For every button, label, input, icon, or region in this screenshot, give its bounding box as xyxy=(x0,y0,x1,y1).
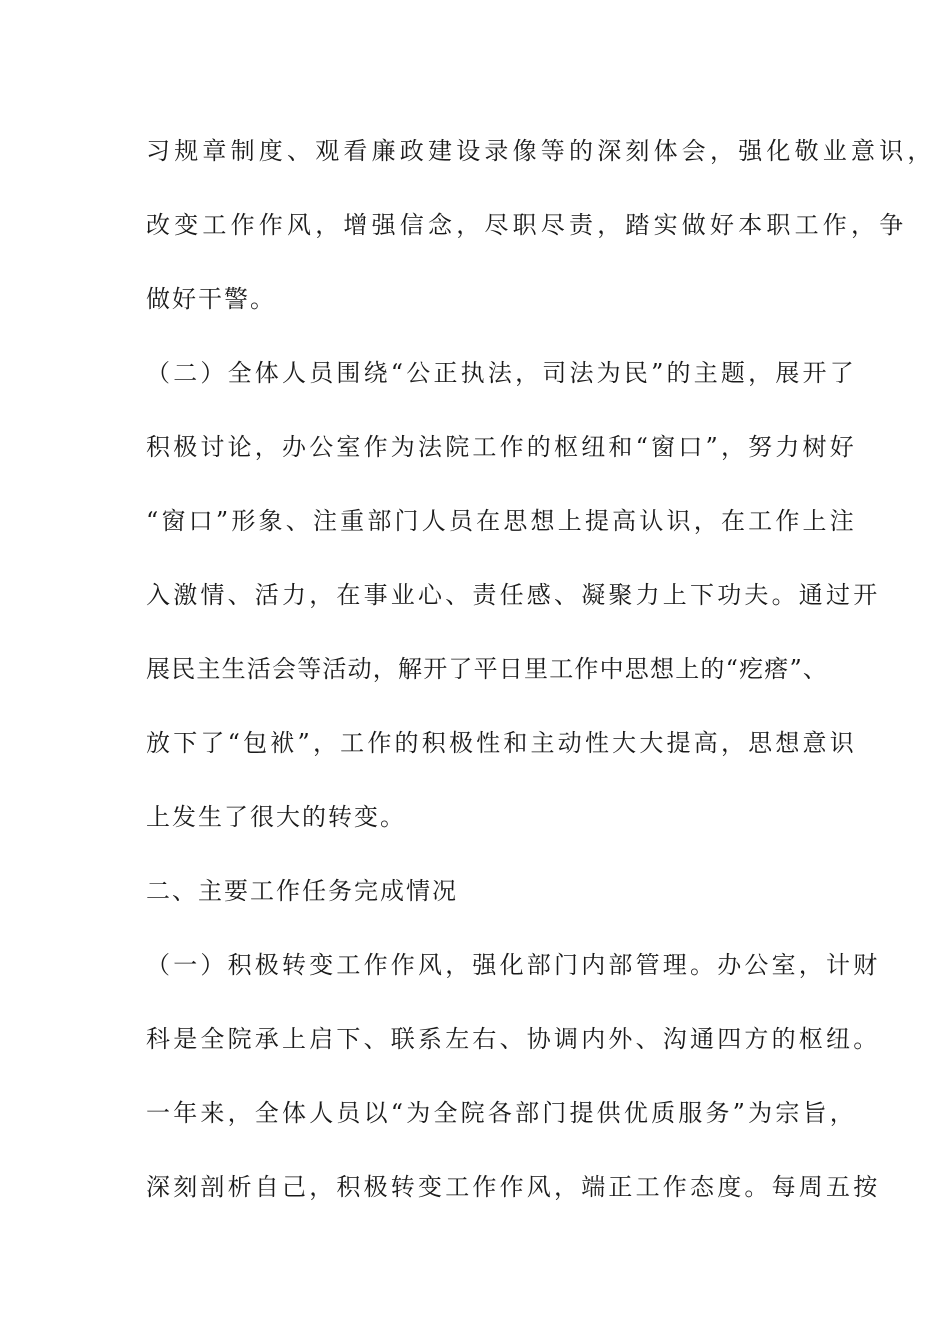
text-line: 深刻剖析自己，积极转变工作作风，端正工作态度。每周五按 xyxy=(146,1173,881,1201)
section-heading: （一）积极转变工作作风，强化部门内部管理。办公室，计财 xyxy=(146,951,881,979)
text-line: 改变工作作风，增强信念，尽职尽责，踏实做好本职工作，争 xyxy=(146,211,908,239)
text-line: 上发生了很大的转变。 xyxy=(146,803,406,831)
text-line: 入激情、活力，在事业心、责任感、凝聚力上下功夫。通过开 xyxy=(146,581,881,609)
section-heading: 二、主要工作任务完成情况 xyxy=(146,877,458,905)
text-line: 展民主生活会等活动，解开了平日里工作中思想上的“疙瘩”、 xyxy=(146,655,829,683)
text-line: 科是全院承上启下、联系左右、协调内外、沟通四方的枢纽。 xyxy=(146,1025,881,1053)
text-line: 一年来，全体人员以“为全院各部门提供优质服务”为宗旨， xyxy=(146,1099,857,1127)
text-line: 习规章制度、观看廉政建设录像等的深刻体会，强化敬业意识， xyxy=(146,137,936,165)
text-line: 做好干警。 xyxy=(146,285,276,313)
text-line: 放下了“包袱”，工作的积极性和主动性大大提高，思想意识 xyxy=(146,729,857,757)
text-line: 积极讨论，办公室作为法院工作的枢纽和“窗口”，努力树好 xyxy=(146,433,857,461)
text-line: “窗口”形象、注重部门人员在思想上提高认识，在工作上注 xyxy=(146,507,857,535)
section-heading: （二）全体人员围绕“公正执法，司法为民”的主题，展开了 xyxy=(146,359,857,387)
